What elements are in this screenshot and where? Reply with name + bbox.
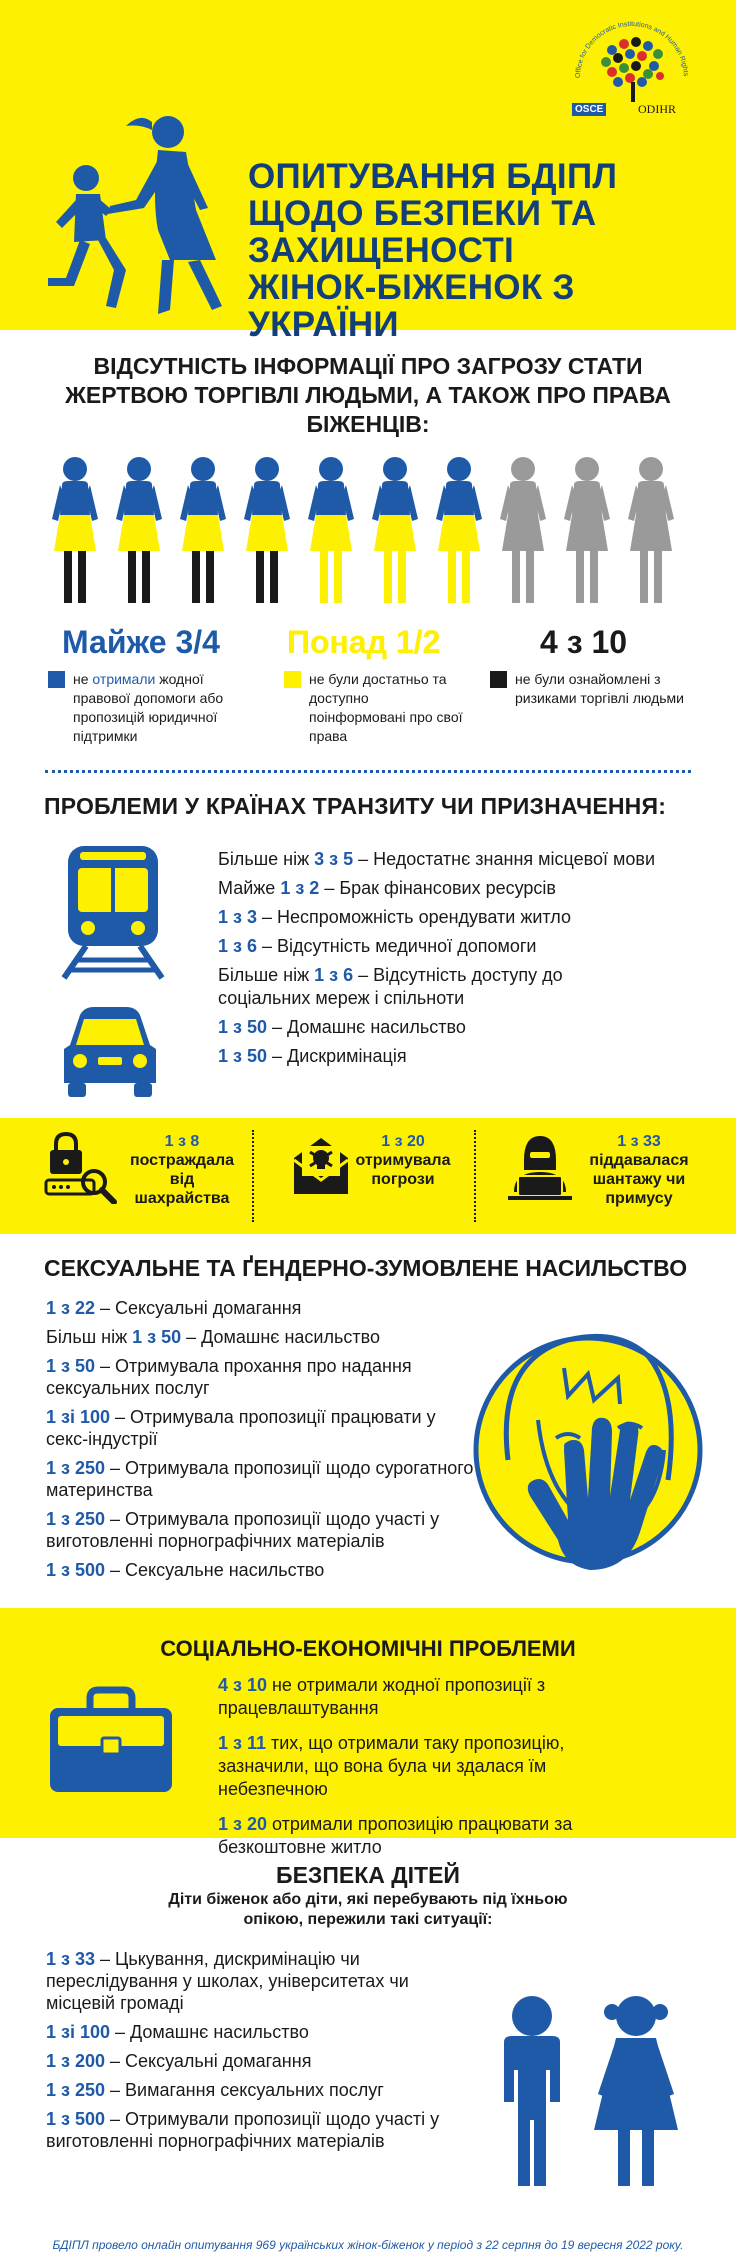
section-transit-title: ПРОБЛЕМИ У КРАЇНАХ ТРАНЗИТУ ЧИ ПРИЗНАЧЕННЯ: [44,793,667,819]
section-violence-title: СЕКСУАЛЬНЕ ТА ҐЕНДЕРНО-ЗУМОВЛЕНЕ НАСИЛЬСТВО [44,1255,688,1281]
legend-black-swatch [490,671,507,688]
fraud-threats-band [0,1118,736,1234]
band-divider [252,1130,254,1222]
list-item: Більш ніж 1 з 50 – Домашнє насильство [46,1327,380,1347]
list-item: 1 з 500 – Отримували пропозиції щодо участі у виготовленні порнографічних матеріалів [46,2109,440,2151]
list-item: 1 з 200 – Сексуальні домагання [46,2051,312,2071]
list-item: 1 зі 100 – Отримувала пропозиції працювати у секс-індустрії [46,1407,436,1449]
woman-figure-icon [500,457,546,603]
stat-value-half: Понад 1/2 [287,624,441,660]
woman-figure-icon [308,457,354,603]
legend-yellow-swatch [284,671,301,688]
legend-blue-text: не отримали жодної правової допомоги або пропозицій юридичної підтримки [73,671,224,744]
band-stat-fraud: 1 з 8 постраждала від шахрайства [129,1133,235,1207]
woman-figure-icon [244,457,290,603]
woman-stop-hand-icon [468,1300,708,1610]
legend-black [490,670,690,708]
logo-odihr-label: ODIHR [638,102,676,116]
list-item: 1 з 50 – Отримувала прохання про надання сексуальних послуг [46,1356,412,1398]
socioeconomic-list [218,1674,638,1871]
woman-figure-icon [564,457,610,603]
woman-figure-icon [116,457,162,603]
hacker-laptop-icon [504,1130,576,1202]
train-icon [58,842,168,982]
band-stat-threats: 1 з 20 отримувала погрози [355,1133,451,1188]
woman-figure-icon [628,457,674,603]
socioeconomic-section [0,1608,736,1857]
legend-yellow-text: не були достатньо та доступно поінформовані про свої права [309,671,463,744]
page-title: ОПИТУВАННЯ БДІПЛ ЩОДО БЕЗПЕКИ ТА ЗАХИЩЕНОСТІ ЖІНОК-БІЖЕНОК З УКРАЇНИ [248,157,618,344]
legend-blue-swatch [48,671,65,688]
violence-list [46,1297,476,1588]
list-item: 1 з 33 – Цькування, дискримінацію чи переслідування у школах, університетах чи місцевій громаді [46,1949,409,2013]
list-item: 1 з 500 – Сексуальне насильство [46,1560,325,1580]
stat-value-four-of-ten: 4 з 10 [540,624,628,660]
list-item: 4 з 10 не отримали жодної пропозиції з працевлаштування [218,1675,546,1718]
band-stat-blackmail: 1 з 33 піддавалася шантажу чи примусу [589,1133,689,1207]
list-item: 1 з 11 тих, що отримали таку пропозицію, зазначили, що вона була чи здалася їм небезпечною [218,1733,565,1799]
woman-figure-icon [436,457,482,603]
women-figures-chart [48,455,688,605]
children-list [46,1948,466,2159]
list-item: Майже 1 з 2 – Брак фінансових ресурсів [218,878,556,898]
logo-ring-text: Office for Democratic Institutions and Human Rights [574,20,689,79]
footnote: БДІПЛ провело онлайн опитування 969 українських жінок-біженок у період з 22 серпня до 19 вересня 2022 року. [52,2238,684,2252]
legend-blue [48,670,258,746]
woman-figure-icon [52,457,98,603]
stat-value-three-quarters: Майже 3/4 [62,624,220,660]
list-item: Більше ніж 1 з 6 – Відсутність доступу до соціальних мереж і спільноти [218,965,563,1008]
dotted-divider [45,770,691,773]
list-item: 1 з 6 – Відсутність медичної допомоги [218,936,537,956]
envelope-skull-icon [288,1134,354,1200]
list-item: 1 з 22 – Сексуальні домагання [46,1298,302,1318]
list-item: 1 з 250 – Вимагання сексуальних послуг [46,2080,384,2100]
woman-figure-icon [372,457,418,603]
band-divider [474,1130,476,1222]
section-children-subtitle: Діти біженок або діти, які перебувають під їхньою опікою, пережили такі ситуації: [168,1891,568,1928]
legend-black-text: не були ознайомлені з ризиками торгівлі людьми [515,671,684,706]
section-socioeconomic-title: СОЦІАЛЬНО-ЕКОНОМІЧНІ ПРОБЛЕМИ [160,1636,576,1661]
children-boy-girl-icon [470,1990,700,2190]
logo-osce-label: OSCE [572,103,606,116]
header-banner [0,0,736,344]
list-item: 1 зі 100 – Домашнє насильство [46,2022,309,2042]
list-item: 1 з 20 отримали пропозицію працювати за безкоштовне житло [218,1814,573,1857]
list-item: 1 з 250 – Отримувала пропозиції щодо участі у виготовленні порнографічних матеріалів [46,1509,440,1551]
lock-password-search-icon [44,1132,118,1204]
section-info-title: ВІДСУТНІСТЬ ІНФОРМАЦІЇ ПРО ЗАГРОЗУ СТАТИ ЖЕРТВОЮ ТОРГІВЛІ ЛЮДЬМИ, А ТАКОЖ ПРО ПРАВА БІЖЕНЦІВ: [65,353,671,437]
list-item: 1 з 3 – Неспроможність орендувати житло [218,907,571,927]
car-icon [60,1005,160,1100]
section-children-title: БЕЗПЕКА ДІТЕЙ [276,1862,460,1888]
list-item: 1 з 50 – Дискримінація [218,1046,407,1066]
list-item: Більше ніж 3 з 5 – Недостатнє знання місцевої мови [218,849,655,869]
list-item: 1 з 50 – Домашнє насильство [218,1017,466,1037]
transit-problems-list [218,848,658,1074]
legend-yellow [284,670,464,746]
list-item: 1 з 250 – Отримувала пропозиції щодо сурогатного материнства [46,1458,474,1500]
woman-figure-icon [180,457,226,603]
briefcase-icon [46,1686,176,1796]
mother-child-running-icon [40,110,230,320]
